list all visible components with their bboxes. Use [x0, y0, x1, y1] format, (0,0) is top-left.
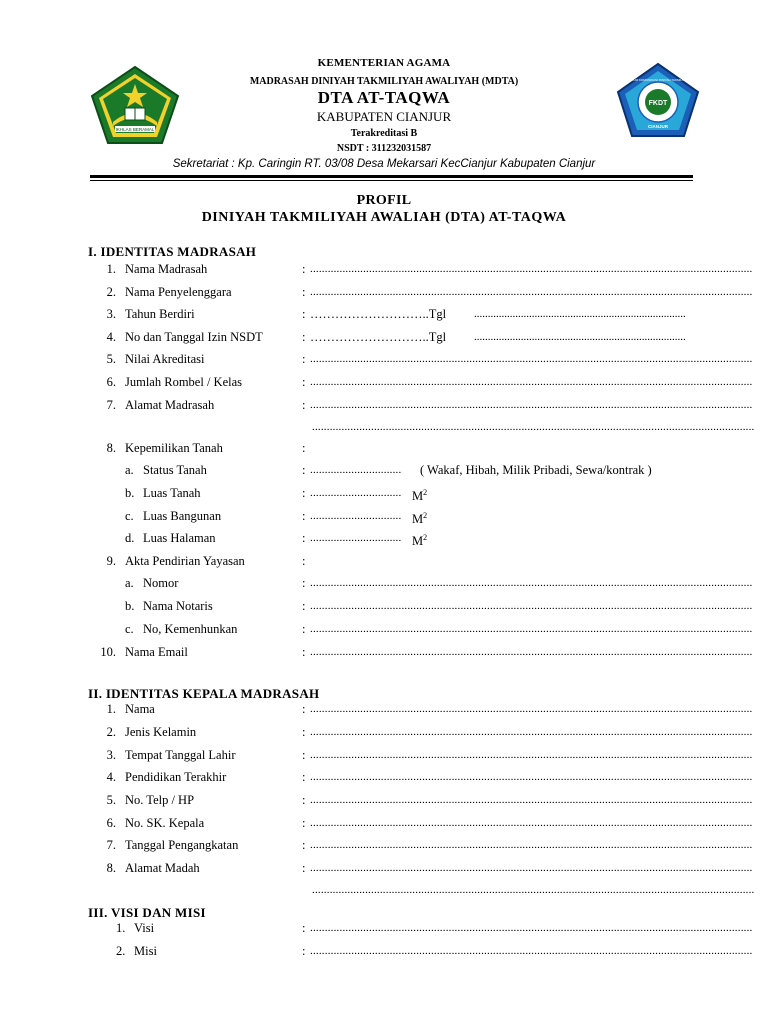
fill-line[interactable]: ......................................................................................................................................................	[310, 623, 753, 635]
status-options: ( Wakaf, Hibah, Milik Pribadi, Sewa/kontrak )	[420, 463, 652, 477]
form-row	[0, 373, 768, 391]
fill-line[interactable]: ...............................	[310, 532, 402, 544]
form-row	[0, 723, 768, 741]
colon: :	[302, 770, 306, 784]
fill-line[interactable]: ......................................................................................................................................................	[310, 376, 753, 388]
field-label: Tanggal Pengangkatan	[125, 838, 239, 852]
colon: :	[302, 748, 306, 762]
field-label: Status Tanah	[143, 463, 207, 477]
item-number: 7.	[106, 398, 116, 412]
field-label: Tempat Tanggal Lahir	[125, 748, 236, 762]
year-fill-line[interactable]: ………………………..Tgl	[310, 307, 447, 321]
item-number: 9.	[106, 554, 116, 568]
form-row	[0, 260, 768, 278]
field-label: Kepemilikan Tanah	[125, 441, 223, 455]
subitem-letter: a.	[125, 576, 134, 590]
colon: :	[302, 531, 306, 545]
form-row	[0, 328, 768, 346]
subitem-letter: d.	[125, 531, 135, 545]
svg-text:FKDT: FKDT	[648, 100, 668, 107]
item-number: 6.	[106, 375, 116, 389]
form-row	[0, 814, 768, 832]
nsdt-fill-line[interactable]: ………………………..Tgl	[310, 330, 447, 344]
secretariat-address: Sekretariat : Kp. Caringin RT. 03/08 Desa Mekarsari KecCianjur Kabupaten Cianjur	[172, 158, 596, 170]
form-row	[0, 768, 768, 786]
fill-line[interactable]: ......................................................................................................................................................	[310, 817, 753, 829]
colon: :	[302, 463, 306, 477]
colon: :	[302, 793, 306, 807]
item-number: 1.	[106, 262, 116, 276]
item-number: 2.	[106, 285, 116, 299]
field-label: No, Kemenhunkan	[143, 622, 238, 636]
doc-subtitle: DINIYAH TAKMILIYAH AWALIAH (DTA) AT-TAQWA	[201, 210, 567, 225]
field-label: Tahun Berdiri	[125, 307, 195, 321]
colon: :	[302, 330, 306, 344]
field-label: Akta Pendirian Yayasan	[125, 554, 245, 568]
fill-line[interactable]: ...............................	[310, 464, 402, 476]
unit-m2: $M^2$	[412, 511, 428, 527]
form-row-continuation	[0, 418, 768, 436]
header-divider-thick	[90, 175, 693, 178]
fill-line[interactable]: ......................................................................................................................................................	[310, 726, 753, 738]
colon: :	[302, 398, 306, 412]
subitem-letter: c.	[125, 622, 134, 636]
colon: :	[302, 307, 306, 321]
fill-line[interactable]: ......................................................................................................................................................	[310, 922, 753, 934]
field-label: Alamat Madah	[125, 861, 200, 875]
field-label: Luas Bangunan	[143, 509, 222, 523]
form-row	[0, 919, 768, 937]
school-name: DTA AT-TAQWA	[317, 88, 451, 107]
form-row	[0, 791, 768, 809]
form-row	[0, 700, 768, 718]
field-label: Nama Email	[125, 645, 188, 659]
fill-line[interactable]: ......................................................................................................................................................	[310, 945, 753, 957]
item-number: 1.	[106, 702, 116, 716]
accreditation: Terakreditasi B	[350, 128, 418, 139]
fill-line[interactable]: ......................................................................................................................................................	[310, 600, 753, 612]
form-row	[0, 836, 768, 854]
regency: KABUPATEN CIANJUR	[316, 109, 452, 124]
item-number: 6.	[106, 816, 116, 830]
fill-line[interactable]: ...............................	[310, 487, 402, 499]
item-number: 2.	[106, 725, 116, 739]
fill-line[interactable]: ......................................................................................................................................................	[310, 703, 753, 715]
form-row	[0, 439, 768, 457]
field-label: Luas Halaman	[143, 531, 216, 545]
ministry-name: KEMENTERIAN AGAMA	[317, 57, 451, 69]
form-subrow	[0, 620, 768, 638]
field-label: Nama Notaris	[143, 599, 213, 613]
colon: :	[302, 576, 306, 590]
colon: :	[302, 838, 306, 852]
form-row	[0, 746, 768, 764]
subitem-letter: c.	[125, 509, 134, 523]
field-label: No. Telp / HP	[125, 793, 195, 807]
svg-text:CIANJUR: CIANJUR	[647, 124, 669, 129]
unit-m2: $M^2$	[412, 533, 428, 549]
date-fill-line[interactable]: .............................................................................	[474, 308, 686, 320]
section-identitas-madrasah: I. IDENTITAS MADRASAH	[88, 244, 257, 259]
fill-line[interactable]: ......................................................................................................................................................	[310, 286, 753, 298]
colon: :	[302, 921, 306, 935]
colon: :	[302, 725, 306, 739]
header-divider-thin	[90, 180, 693, 181]
section-visi-misi: III. VISI DAN MISI	[88, 905, 206, 920]
colon: :	[302, 622, 306, 636]
unit-m2: $M^2$	[412, 488, 428, 504]
section-identitas-kepala: II. IDENTITAS KEPALA MADRASAH	[88, 686, 320, 701]
item-number: 3.	[106, 748, 116, 762]
colon: :	[302, 599, 306, 613]
form-subrow	[0, 484, 768, 502]
fill-line[interactable]: ......................................................................................................................................................	[310, 646, 753, 658]
svg-text:FORUM KOMUNIKASI DINIYAH TAKMI: FORUM KOMUNIKASI DINIYAH TAKMILIYAH	[627, 78, 689, 82]
fill-line[interactable]: ...............................	[310, 510, 402, 522]
field-label: Nama Madrasah	[125, 262, 208, 276]
item-number: 4.	[106, 770, 116, 784]
form-subrow	[0, 597, 768, 615]
colon: :	[302, 944, 306, 958]
form-subrow	[0, 461, 768, 479]
colon: :	[302, 375, 306, 389]
field-label: Nilai Akreditasi	[125, 352, 205, 366]
form-row	[0, 305, 768, 323]
fill-line[interactable]: ......................................................................................................................................................	[310, 862, 753, 874]
colon: :	[302, 262, 306, 276]
colon: :	[302, 702, 306, 716]
field-label: No. SK. Kepala	[125, 816, 205, 830]
colon: :	[302, 816, 306, 830]
form-subrow	[0, 529, 768, 547]
item-number: 7.	[106, 838, 116, 852]
colon: :	[302, 441, 306, 455]
doc-title: PROFIL	[356, 193, 412, 208]
colon: :	[302, 861, 306, 875]
fill-line[interactable]: ......................................................................................................................................................	[310, 749, 753, 761]
form-subrow	[0, 507, 768, 525]
colon: :	[302, 554, 306, 568]
fill-line[interactable]: ......................................................................................................................................................	[310, 839, 753, 851]
form-row	[0, 859, 768, 877]
colon: :	[302, 285, 306, 299]
institution-long-name: MADRASAH DINIYAH TAKMILIYAH AWALIYAH (MDTA)	[249, 76, 519, 87]
subitem-letter: a.	[125, 463, 134, 477]
item-number: 8.	[106, 861, 116, 875]
item-number: 10.	[100, 645, 116, 659]
colon: :	[302, 352, 306, 366]
subitem-letter: b.	[125, 599, 135, 613]
form-subrow	[0, 574, 768, 592]
fill-line[interactable]: ......................................................................................................................................................	[310, 353, 753, 365]
field-label: Jumlah Rombel / Kelas	[125, 375, 242, 389]
field-label: Visi	[134, 921, 155, 935]
field-label: Alamat Madrasah	[125, 398, 215, 412]
nsdt-number: NSDT : 311232031587	[336, 143, 432, 154]
date-fill-line[interactable]: .............................................................................	[474, 331, 686, 343]
fill-line[interactable]: ......................................................................................................................................................	[310, 263, 753, 275]
item-number: 1.	[116, 921, 126, 935]
colon: :	[302, 645, 306, 659]
item-number: 2.	[116, 944, 126, 958]
field-label: Misi	[134, 944, 157, 958]
fill-line[interactable]: ......................................................................................................................................................	[310, 794, 753, 806]
fill-line[interactable]: ......................................................................................................................................................	[312, 884, 755, 896]
item-number: 5.	[106, 352, 116, 366]
field-label: Luas Tanah	[143, 486, 201, 500]
item-number: 3.	[106, 307, 116, 321]
field-label: Jenis Kelamin	[125, 725, 197, 739]
form-row	[0, 552, 768, 570]
svg-text:IKHLAS BERAMAL: IKHLAS BERAMAL	[115, 127, 155, 132]
item-number: 8.	[106, 441, 116, 455]
fill-line[interactable]: ......................................................................................................................................................	[312, 421, 755, 433]
item-number: 5.	[106, 793, 116, 807]
colon: :	[302, 509, 306, 523]
form-row	[0, 350, 768, 368]
form-row	[0, 283, 768, 301]
field-label: No dan Tanggal Izin NSDT	[125, 330, 263, 344]
form-row-continuation	[0, 881, 768, 899]
form-row	[0, 942, 768, 960]
field-label: Pendidikan Terakhir	[125, 770, 227, 784]
fill-line[interactable]: ......................................................................................................................................................	[310, 399, 753, 411]
field-label: Nomor	[143, 576, 179, 590]
fill-line[interactable]: ......................................................................................................................................................	[310, 577, 753, 589]
field-label: Nama	[125, 702, 155, 716]
colon: :	[302, 486, 306, 500]
field-label: Nama Penyelenggara	[125, 285, 232, 299]
form-row	[0, 396, 768, 414]
item-number: 4.	[106, 330, 116, 344]
subitem-letter: b.	[125, 486, 135, 500]
fill-line[interactable]: ......................................................................................................................................................	[310, 771, 753, 783]
form-row	[0, 643, 768, 661]
